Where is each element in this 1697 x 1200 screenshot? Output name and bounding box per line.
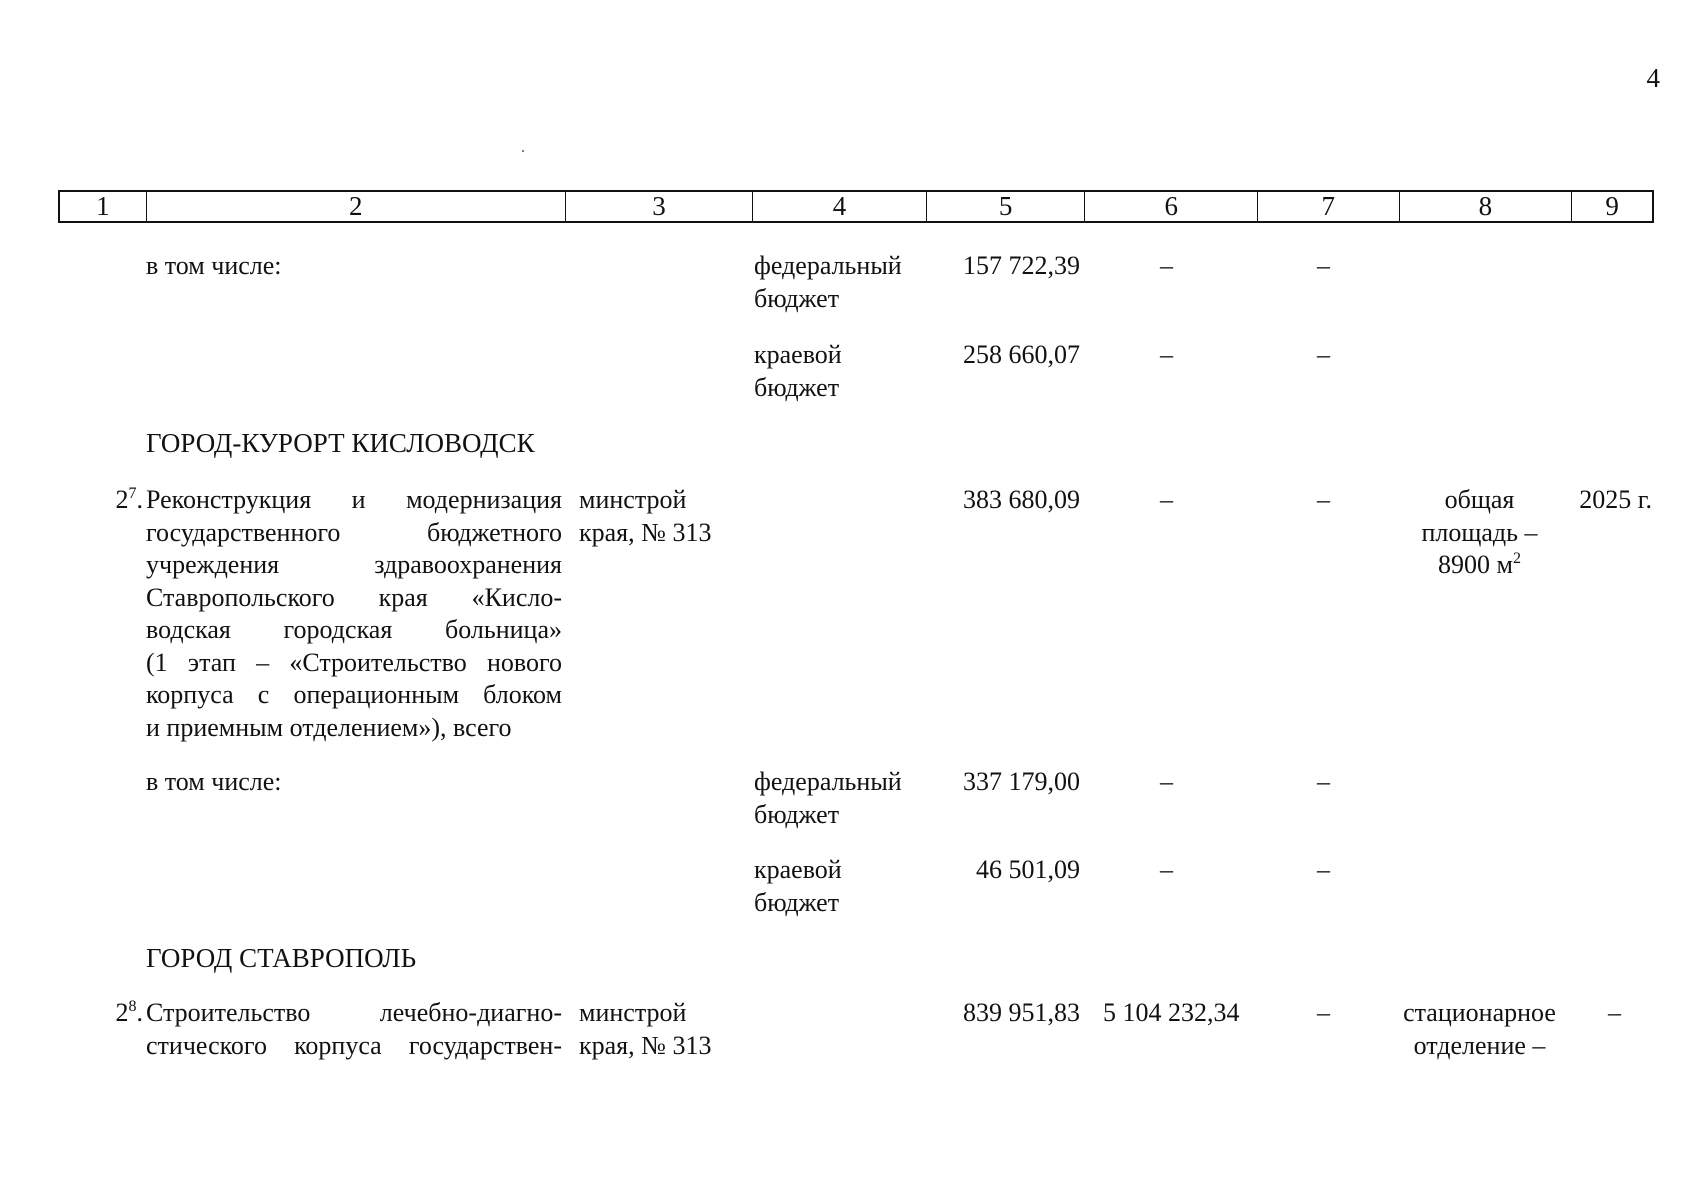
header-col-4: 4 xyxy=(753,192,927,221)
item27-col8 xyxy=(1393,484,1566,582)
item28-col6: 5 104 232,34 xyxy=(1103,998,1240,1027)
item28-description-line: стического корпуса государствен- xyxy=(146,1030,562,1060)
block2-row1-source: федеральный бюджет xyxy=(754,767,902,829)
block1-label: в том числе: xyxy=(146,251,282,280)
item28-responsible xyxy=(579,997,749,1062)
item27-description xyxy=(146,484,562,744)
block1-row2-col7: – xyxy=(1317,340,1330,369)
header-col-8: 8 xyxy=(1400,192,1573,221)
item27-col7: – xyxy=(1317,485,1330,514)
block1-row2-col5: 258 660,07 xyxy=(963,340,1080,369)
header-col-3: 3 xyxy=(566,192,754,221)
item27-responsible-line: края, № 313 xyxy=(579,517,712,547)
item27-description-line: учреждения здравоохранения xyxy=(146,550,562,579)
block1-row1-col7: – xyxy=(1317,251,1330,280)
block2-row1-col5: 337 179,00 xyxy=(963,767,1080,796)
page-number: 4 xyxy=(1646,63,1660,93)
item27-number: $2^7$. xyxy=(115,485,143,514)
item27-description-line: корпуса с операционным блоком xyxy=(146,680,562,709)
item28-col9: – xyxy=(1608,998,1621,1027)
item28-col5: 839 951,83 xyxy=(963,998,1080,1027)
item28-col8 xyxy=(1393,997,1566,1062)
item27-description-line: государственного бюджетного xyxy=(146,517,562,547)
item28-responsible-line: края, № 313 xyxy=(579,1030,712,1060)
block1-row1-col6: – xyxy=(1160,251,1173,280)
item28-col8-line: стационарное xyxy=(1403,998,1556,1027)
item27-col8-line: общая xyxy=(1444,485,1515,514)
item28-number: $2^8$. xyxy=(115,998,143,1027)
block2-row2-col6: – xyxy=(1160,855,1173,884)
item27-col6: – xyxy=(1160,485,1173,514)
item27-description-line: Ставропольского края «Кисло- xyxy=(146,582,562,612)
block1-row2-source: краевой бюджет xyxy=(754,340,842,402)
item27-col8-area: 8900 $м^2$ xyxy=(1438,550,1521,579)
block1-row1-col5: 157 722,39 xyxy=(963,251,1080,280)
header-col-5: 5 xyxy=(927,192,1086,221)
section-title-stavropol: ГОРОД СТАВРОПОЛЬ xyxy=(146,943,417,973)
scan-speck xyxy=(522,150,524,152)
item28-description xyxy=(146,997,562,1062)
header-col-9: 9 xyxy=(1605,191,1619,221)
item28-description-line: Строительство лечебно-диагно- xyxy=(146,998,562,1027)
header-col-2: 2 xyxy=(147,192,566,221)
header-col-1: 1 xyxy=(60,192,147,221)
item27-description-line: (1 этап – «Строительство нового xyxy=(146,647,562,677)
section-title-kislovodsk: ГОРОД-КУРОРТ КИСЛОВОДСК xyxy=(146,428,535,458)
block2-row1-col7: – xyxy=(1317,767,1330,796)
item27-description-line: и приемным отделением»), всего xyxy=(146,712,512,742)
block2-row2-col7: – xyxy=(1317,855,1330,884)
block2-row2-source: краевой бюджет xyxy=(754,855,842,917)
block1-row2-col6: – xyxy=(1160,340,1173,369)
item28-col8-line: отделение – xyxy=(1413,1030,1546,1060)
item27-col5: 383 680,09 xyxy=(963,485,1080,514)
item28-responsible-line: минстрой xyxy=(579,998,687,1027)
header-col-6: 6 xyxy=(1085,192,1258,221)
header-col-7: 7 xyxy=(1258,192,1400,221)
item27-col8-line: площадь – xyxy=(1421,517,1538,547)
table-header-row xyxy=(58,190,1654,223)
block2-row1-col6: – xyxy=(1160,767,1173,796)
block2-row2-col5: 46 501,09 xyxy=(976,855,1080,884)
item27-responsible xyxy=(579,484,749,549)
item27-description-line: водская городская больница» xyxy=(146,615,562,644)
item28-col7: – xyxy=(1317,998,1330,1027)
item27-col9: 2025 г. xyxy=(1579,485,1652,514)
block2-label: в том числе: xyxy=(146,767,282,796)
block1-row1-source: федеральный бюджет xyxy=(754,251,902,313)
item27-description-line: Реконструкция и модернизация xyxy=(146,485,562,514)
item27-responsible-line: минстрой xyxy=(579,485,687,514)
